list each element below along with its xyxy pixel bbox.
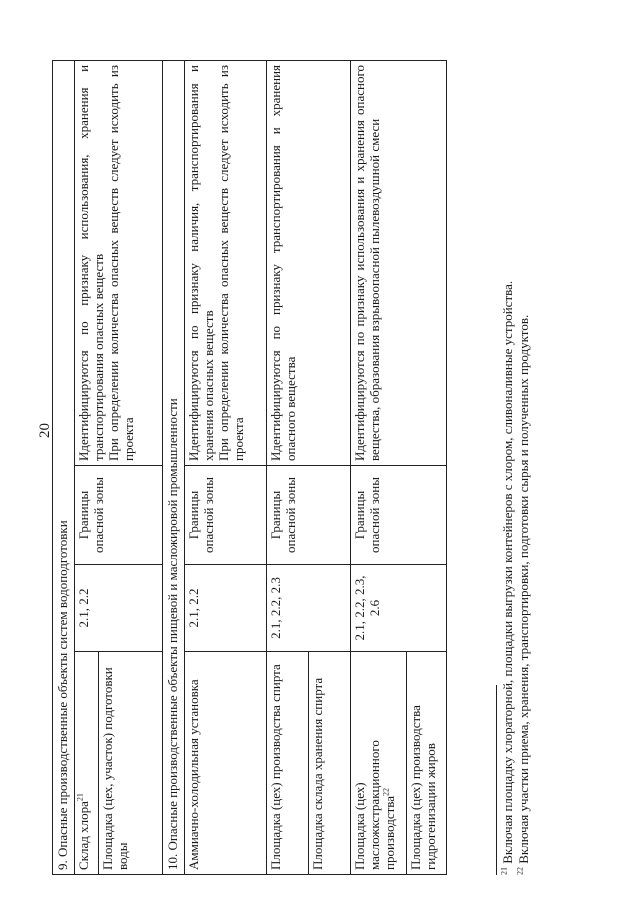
table-row <box>350 60 406 874</box>
rotated-page-content <box>52 61 531 875</box>
description-cell <box>184 60 266 465</box>
criteria-cell: 2.1, 2.2 <box>184 565 266 652</box>
description-paragraph: Идентифицируются по признаку транспортирования и хранения опасного вещества <box>267 64 298 461</box>
description-cell <box>74 60 162 465</box>
description-paragraph: Идентифицируются по признаку наличия, транспортирования и хранения опасных веществ <box>185 64 216 461</box>
boundaries-cell: Границы опасной зоны <box>350 466 446 565</box>
object-name-cell: Площадка (цех) производства спирта <box>266 652 308 875</box>
hazard-objects-table <box>52 60 447 875</box>
object-name-cell: Склад хлора$^{21}$ <box>74 652 98 875</box>
table-row <box>266 60 308 874</box>
section-title: 9. Опасные производственные объекты систем водоподготовки <box>53 60 75 874</box>
footnote-divider <box>496 685 497 875</box>
description-paragraph: Идентифицируются по признаку использования и хранения опасного вещества, образования взрывоопасной пылевоздушной смеси <box>351 64 382 461</box>
footnote-mark: 21 <box>499 867 509 875</box>
section-header-row <box>162 60 184 874</box>
object-name-cell: Аммиачно-холодильная установка <box>184 652 266 875</box>
description-paragraph: При определении количества опасных веществ следует исходить из проекта <box>215 64 246 461</box>
description-paragraph: При определении количества опасных веществ следует исходить из проекта <box>105 64 136 461</box>
section-title: 10. Опасные производственные объекты пищевой и масложировой промышленности <box>162 60 184 874</box>
footnote-ref: 21 <box>75 793 85 802</box>
description-cell <box>266 60 350 465</box>
criteria-cell: 2.1, 2.2, 2.3, 2.6 <box>350 565 446 652</box>
footnotes <box>500 61 531 875</box>
footnote: $^{22}$ Включая участки приема, хранения, транспортировки, подготовки сырья и полученных продуктов. <box>515 314 531 875</box>
boundaries-cell: Границы опасной зоны <box>184 466 266 565</box>
page-number: 20 <box>37 423 53 438</box>
criteria-cell: 2.1, 2.2, 2.3 <box>266 565 350 652</box>
footnote: $^{21}$ Включая площадку хлораторной, площадки выгрузки контейнеров с хлором, сливоналивные устройства. <box>499 280 515 875</box>
section-header-row <box>53 60 75 874</box>
object-name-cell: Площадка (цех) масложкстракционного производства$^{22}$ <box>350 652 406 875</box>
object-name-cell: Площадка склада хранения спирта <box>308 652 350 875</box>
table-row <box>74 60 98 874</box>
criteria-cell: 2.1, 2.2 <box>74 565 162 652</box>
footnote-mark: 22 <box>515 867 525 875</box>
footnote-ref: 22 <box>381 787 391 796</box>
object-name-cell: Площадка (цех, участок) подготовки воды <box>98 652 162 875</box>
table-row <box>184 60 266 874</box>
description-paragraph: Идентифицируются по признаку использования, хранения и транспортирования опасных веществ <box>75 64 106 461</box>
description-cell <box>350 60 446 465</box>
boundaries-cell: Границы опасной зоны <box>74 466 162 565</box>
boundaries-cell: Границы опасной зоны <box>266 466 350 565</box>
object-name-cell: Площадка (цех) производства гидрогенизации жиров <box>406 652 446 875</box>
